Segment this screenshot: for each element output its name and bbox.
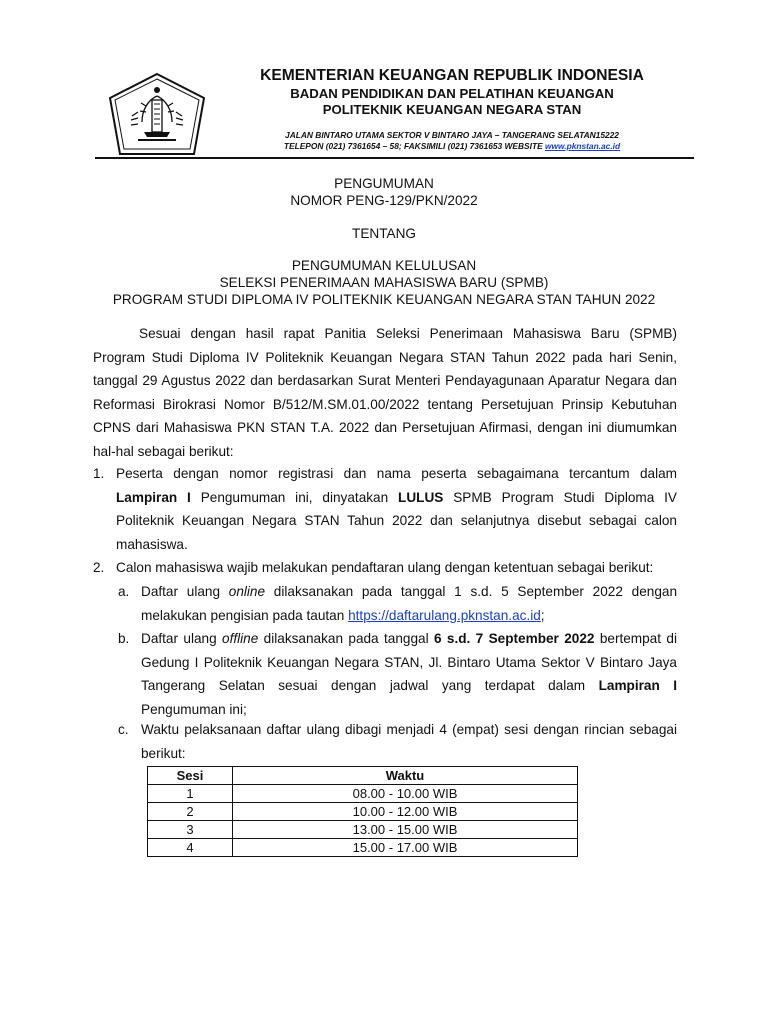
- table-row: [148, 839, 578, 857]
- item-2a: [141, 580, 677, 627]
- item-2a-number: a.: [118, 584, 130, 599]
- session-table: [147, 766, 578, 857]
- item-1-text-b: Pengumuman ini, dinyatakan: [190, 489, 399, 505]
- item-2a-text-b: dilaksanakan pada tanggal 1 s.d. 5 September 2022 dengan melakukan pengisian pada tautan: [141, 584, 677, 623]
- item-2c-text: Waktu pelaksanaan daftar ulang dibagi menjadi 4 (empat) sesi dengan rincian sebagai berikut:: [141, 722, 677, 761]
- item-1-text-a: Peserta dengan nomor registrasi dan nama peserta sebagaimana tercantum dalam: [116, 466, 677, 481]
- table-header-row: [148, 767, 578, 785]
- item-1-attachment: Lampiran I: [116, 489, 191, 505]
- item-2a-text-c: ;: [540, 607, 545, 623]
- letterhead-divider: [95, 157, 694, 159]
- session-time: 08.00 - 10.00 WIB: [233, 785, 578, 803]
- item-2b-mode: offline: [222, 631, 259, 646]
- session-time: 15.00 - 17.00 WIB: [233, 839, 578, 857]
- item-2b-dates: 6 s.d. 7 September 2022: [433, 631, 595, 646]
- table-row: [148, 803, 578, 821]
- item-2b-text-d: Pengumuman ini;: [141, 701, 247, 717]
- contact-text: TELEPON (021) 7361654 – 58; FAKSIMILI (021) 7361653 WEBSITE: [283, 141, 546, 151]
- item-2b-text-c: bertempat di Gedung I Politeknik Keuangan Negara STAN, Jl. Bintaro Utama Sektor V Bintaro Jaya Tangerang Selatan sesuai dengan jadwal yang terdapat dalam: [141, 631, 677, 693]
- item-2b-number: b.: [118, 631, 130, 646]
- session-time: 13.00 - 15.00 WIB: [233, 821, 578, 839]
- item-1-text-c: SPMB Program Studi Diploma IV Politeknik Keuangan Negara STAN Tahun 2022 dan selanjutnya disebut sebagai calon mahasiswa.: [116, 489, 677, 552]
- doc-about: TENTANG: [352, 226, 416, 241]
- item-2-number: 2.: [93, 560, 105, 575]
- item-2b-attachment: Lampiran I: [598, 678, 677, 693]
- item-2a-mode: online: [228, 584, 266, 599]
- session-number: 2: [148, 803, 233, 821]
- session-number: 1: [148, 785, 233, 803]
- registration-link[interactable]: https://daftarulang.pknstan.ac.id: [348, 607, 541, 623]
- item-2-text: Calon mahasiswa wajib melakukan pendaftaran ulang dengan ketentuan sebagai berikut:: [116, 560, 654, 575]
- item-2b-text-a: Daftar ulang: [141, 631, 223, 646]
- session-time: 10.00 - 12.00 WIB: [233, 803, 578, 821]
- item-2c-number: c.: [118, 722, 129, 737]
- header-sesi: Sesi: [148, 767, 233, 785]
- intro-paragraph: [93, 322, 677, 463]
- doc-title-2: SELEKSI PENERIMAAN MAHASISWA BARU (SPMB): [219, 275, 549, 290]
- website-link[interactable]: www.pknstan.ac.id: [545, 141, 621, 151]
- item-2b-text-b: dilaksanakan pada tanggal: [258, 631, 434, 646]
- item-2b: [141, 627, 677, 721]
- table-row: [148, 821, 578, 839]
- ministry-emblem-logo: [108, 72, 206, 156]
- session-number: 4: [148, 839, 233, 857]
- letterhead-address: JALAN BINTARO UTAMA SEKTOR V BINTARO JAYA – TANGERANG SELATAN15222: [285, 130, 619, 140]
- intro-text: Sesuai dengan hasil rapat Panitia Seleksi Penerimaan Mahasiswa Baru (SPMB) Program Studi Diploma IV Politeknik Keuangan Negara STAN Tahun 2022 pada hari Senin, tanggal 29 Agustus 2022 dan berdasarkan Surat Menteri Pendayagunaan Aparatur Negara dan Reformasi Birokrasi Nomor B/512/M.SM.01.00/2022 tentang Persetujuan Prinsip Kebutuhan CPNS dari Mahasiswa PKN STAN T.A. 2022 dan Persetujuan Afirmasi, dengan ini diumumkan hal-hal sebagai berikut:: [93, 326, 677, 459]
- item-1: [116, 462, 677, 556]
- item-2a-text-a: Daftar ulang: [141, 584, 229, 599]
- letterhead-contact: [212, 141, 692, 151]
- doc-number: NOMOR PENG-129/PKN/2022: [290, 193, 478, 208]
- doc-title-1: PENGUMUMAN KELULUSAN: [291, 258, 477, 273]
- session-number: 3: [148, 821, 233, 839]
- letterhead-institution: POLITEKNIK KEUANGAN NEGARA STAN: [322, 102, 582, 117]
- item-1-status: LULUS: [398, 489, 444, 505]
- doc-title-3: PROGRAM STUDI DIPLOMA IV POLITEKNIK KEUANGAN NEGARA STAN TAHUN 2022: [112, 292, 656, 307]
- letterhead-ministry: KEMENTERIAN KEUANGAN REPUBLIK INDONESIA: [260, 67, 644, 84]
- letterhead-agency: BADAN PENDIDIKAN DAN PELATIHAN KEUANGAN: [290, 86, 614, 101]
- item-1-number: 1.: [93, 466, 105, 481]
- table-row: [148, 785, 578, 803]
- doc-type: PENGUMUMAN: [334, 176, 434, 191]
- header-waktu: Waktu: [233, 767, 578, 785]
